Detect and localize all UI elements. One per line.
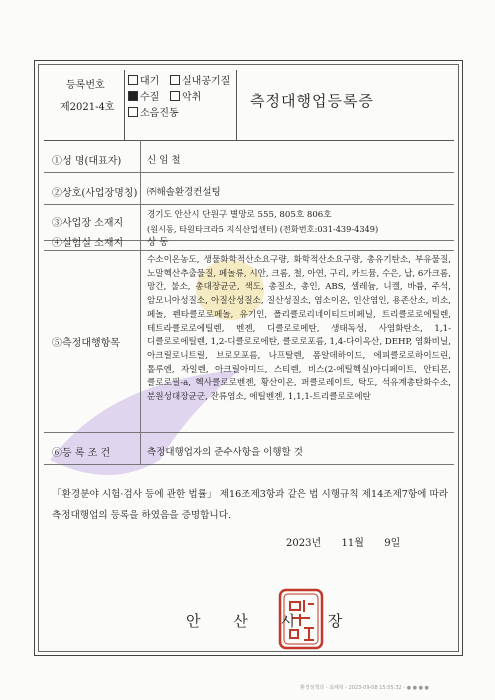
issue-day: 9일 bbox=[384, 538, 401, 549]
lab-location-label: ④실험실 소재지 bbox=[52, 238, 124, 249]
checkbox-icon bbox=[128, 75, 138, 85]
category-water: 수질 bbox=[128, 88, 159, 103]
issue-date bbox=[286, 534, 400, 549]
address-line-2: (원시동, 타원타크라5 지식산업센터) (전화번호:031-439-4349) bbox=[147, 224, 379, 234]
issue-month: 11월 bbox=[341, 538, 364, 549]
conditions-label: ⑥등 록 조 건 bbox=[52, 448, 111, 459]
checkbox-icon bbox=[128, 107, 138, 117]
checkbox-icon bbox=[170, 91, 180, 101]
row-divider bbox=[44, 172, 454, 173]
checked-box-icon bbox=[128, 91, 138, 101]
measurement-items-value: 수소이온농도, 생물화학적산소요구량, 화학적산소요구량, 총유기탄소, 부유물질, 노말헥산추출물질, 페놀류, 시안, 크롬, 철, 아연, 구리, 카드뮴, 수은, 납, 6가크롬, 망간, 불소, 총대장균군, 색도, 총질소, 총인, ABS, 셀레늄, 니켈, 바륨, 주석, 암모니아성질소, 아질산성질소, 질산성질소, 염소이온, 인산염인, 용존산소, 비소, 페놀, 펜타클로로페놀, 유기인, 폴리클로리네이티드비페닐, 트리클로로에틸렌, 테트라클로로에틸렌, 벤젠, 디클로로메탄, 생태독성, 사염화탄소, 1,1-디클로로에틸렌, 1,2-디클로로에탄, 클로로포름, 1,4-다이옥산, DEHP, 염화비닐, 아크릴로니트릴, 브로모포름, 나프탈렌, 폼알데하이드, 에피클로로하이드린, 톨루엔, 자일렌, 아크릴아미드, 스티렌, 비스(2-에틸헥실)아디페이트, 안티몬, 클로로필-a, 헥사클로로벤젠, 황산이온, 퍼클로레이트, 탁도, 석유계총탄화수소, 분원성대장균군, 잔류염소, 에틸벤젠, 1,1,1-트리클로로에탄 bbox=[147, 255, 451, 403]
issuer-name: 안 산 시 장 bbox=[186, 612, 357, 630]
issue-year: 2023년 bbox=[286, 538, 322, 549]
registration-number: 제2021-4호 bbox=[60, 102, 115, 113]
address-line-1: 경기도 안산시 단원구 별망로 555, 805호 806호 bbox=[147, 210, 332, 220]
divider bbox=[44, 140, 454, 141]
row-divider bbox=[44, 250, 454, 251]
company-label: ②상호(사업장명칭) bbox=[52, 188, 138, 199]
row-divider bbox=[44, 464, 454, 465]
divider bbox=[124, 70, 125, 140]
column-divider bbox=[140, 140, 141, 464]
category-air: 대기 bbox=[128, 72, 159, 87]
certification-statement: 「환경분야 시험·검사 등에 관한 법률」 제16조제3항과 같은 법 시행규칙 제14조제7항에 따라 측정대행업의 등록을 하였음을 증명합니다. bbox=[52, 489, 448, 521]
row-divider bbox=[44, 432, 454, 433]
row-divider bbox=[44, 204, 454, 205]
checkbox-icon bbox=[170, 75, 180, 85]
document-title: 측정대행업등록증 bbox=[250, 92, 374, 110]
category-indoor-air: 실내공기질 bbox=[170, 72, 230, 87]
measurement-items-label: ⑤측정대행항목 bbox=[52, 338, 120, 349]
conditions-value: 측정대행업자의 준수사항을 이행할 것 bbox=[147, 447, 303, 458]
address-label: ③사업장 소재지 bbox=[52, 218, 124, 229]
representative-value: 신 임 철 bbox=[147, 155, 181, 166]
registration-number-label: 등록번호 bbox=[66, 80, 105, 91]
print-stamp: 환경정책과 - 최해혁 - 2023-09-08 15:55:32 - ● ● ● ● bbox=[300, 685, 429, 691]
category-noise: 소음진동 bbox=[128, 104, 179, 119]
lab-location-value: 상 동 bbox=[147, 237, 169, 248]
representative-label: ①성 명(대표자) bbox=[52, 156, 122, 167]
company-value: ㈜해솔환경컨설팅 bbox=[147, 187, 221, 198]
divider bbox=[236, 70, 237, 140]
category-odor: 악취 bbox=[170, 88, 201, 103]
